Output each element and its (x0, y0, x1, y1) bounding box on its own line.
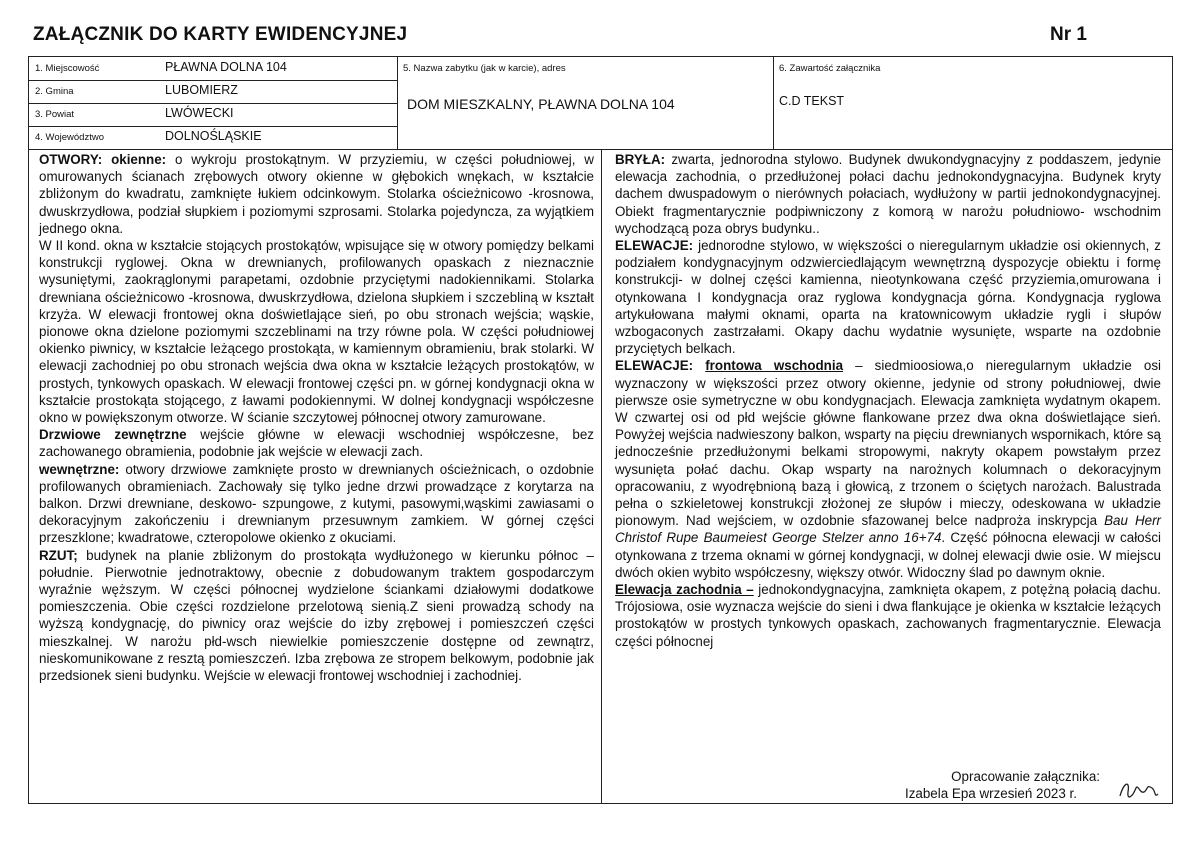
bryla-text: zwarta, jednorodna stylowo. Budynek dwukondygnacyjny z poddaszem, jedynie elewacja zachodnia, o przedłużonej połaci dachu jednokondygnacyjna. Budynek kryty dachem dwuspadowym o nierównych połaciach, wydłużony w partii jednokondygnacyjnej. Obiekt fragmentarycznie podpiwniczony z komorą w narożu południowo- wschodnim wychodzącą poza obrys budynku.. (615, 152, 1161, 236)
elewacja-frontowa-paragraph (615, 357, 1161, 581)
otwory-paragraph (39, 151, 594, 237)
rzut-paragraph (39, 547, 594, 685)
page-title: ZAŁĄCZNIK DO KARTY EWIDENCYJNEJ (33, 24, 408, 45)
elewacja-zachodnia-paragraph (615, 581, 1161, 650)
zachodnia-text: jednokondygnacyjna, zamknięta okapem, z potężną połacią dachu. Trójosiowa, osie wyznacza wejście do sieni i dwa flankujące je okienka w kształcie leżących prostokątów w prostych tynkowych opaskach, zachowanych fragmentarycznie. Elewacja części północnej (615, 582, 1161, 649)
miejscowosc-value: PŁAWNA DOLNA 104 (165, 60, 287, 74)
attachment-number: Nr 1 (1050, 24, 1087, 45)
zachodnia-heading: Elewacja zachodnia – (615, 582, 754, 598)
header-divider (397, 57, 398, 149)
frontowa-heading: frontowa wschodnia (705, 358, 844, 374)
wewnetrzne-paragraph (39, 461, 594, 547)
powiat-label: 3. Powiat (35, 109, 75, 120)
wewnetrzne-text: otwory drzwiowe zamknięte prosto w drewnianych ościeżnicach, o ozdobnie profilowanych obramieniach. Zachowały się tylko jedne drzwi prowadzące z korytarza na balkon. Drzwi drewniane, deskowo- szpungowe, z kutymi, pasowymi,wąskimi zawiasami o dekoracyjnym zakończeniu i drewnianym przesuwnym zamkiem. W górnej części przeszklone; kwadratowe, czteropolowe okienko z okuciami. (39, 461, 594, 546)
nazwa-value: DOM MIESZKALNY, PŁAWNA DOLNA 104 (407, 96, 675, 112)
otwory-heading: OTWORY: (39, 152, 103, 167)
powiat-value: LWÓWECKI (165, 106, 234, 120)
zawartosc-label: 6. Zawartość załącznika (779, 63, 881, 74)
prepared-by-label: Opracowanie załącznika: (951, 769, 1100, 784)
signature-scribble (1118, 778, 1160, 804)
header-divider (773, 57, 774, 149)
frontowa-text: – siedmioosiowa,o nieregularnym układzie osi wyznaczony w większości przez otwory okienne, jedynie od strony południowej, dwie pierwsze osie symetryczne w obu kondygnacjach. Elewacja zamknięta wydatnym okapem. W czwartej osi od płd wejście główne flankowane przez dwa okna doświetlające sień. Powyżej wejścia nadwieszony balkon, wsparty na pięciu drewnianych wspornikach, które są jednocześnie przedłużonymi belkami stropowymi, nakryty okapem powstałym przez wysunięta połać dachu. Okap wsparty na narożnych kolumnach o dekoracyjnym opracowaniu, z wyodrębnioną bazą i głowicą, z trzonem o ściętych narożach. Balustrada pełna o szkieletowej konstrukcji złożonej ze słupów i mieczy, odeskowana w układzie pionowym. Nad wejściem, w ozdobnie sfazowanej belce nadproża inskrypcja (615, 358, 1161, 529)
zawartosc-value: C.D TEKST (779, 94, 845, 108)
bryla-heading: BRYŁA: (615, 152, 666, 167)
rzut-text: budynek na planie zbliżonym do prostokąta wydłużonego w kierunku północ – południe. Pierwotnie jednotraktowy, obecnie z dobudowanym traktem gospodarczym wyraźnie węższym. W części północnej wydzielone ściankami działowymi dodatkowe pomieszczenia. Obie części rozdzielone przelotową sienią.Z sieni prowadzą schody na wyższą kondygnację, do piwnicy oraz wejście do izby zrębowej i pomieszczeń części mieszkalnej. W narożu płd-wsch niewielkie pomieszczenie dostępne od zewnątrz, nieskomunikowane z resztą pomieszczeń. Izba zrębowa ze stropem belkowym, podobnie jak przedsionek sieni budynku. Wejście w elewacji frontowej wschodniej i zachodniej. (39, 547, 594, 684)
bryla-paragraph (615, 151, 1161, 237)
inscription: Bau Herr Christof Rupe Baumeiest George Stelzer anno 16+74 (615, 513, 1161, 546)
wojewodztwo-value: DOLNOŚLĄSKIE (165, 129, 262, 143)
wewnetrzne-heading: wewnętrzne: (39, 461, 120, 477)
elewacje-paragraph (615, 237, 1161, 357)
left-column (39, 151, 594, 684)
right-column (615, 151, 1161, 650)
elewacje-heading-2: ELEWACJE: (615, 358, 694, 374)
header-table (28, 56, 1173, 150)
header-row-divider (29, 80, 397, 81)
header-row-divider (29, 126, 397, 127)
gmina-value: LUBOMIERZ (165, 83, 238, 97)
column-divider (601, 150, 602, 803)
author-and-date: Izabela Epa wrzesień 2023 r. (905, 786, 1077, 801)
okna-paragraph: W II kond. okna w kształcie stojących prostokątów, wpisujące się w otwory pomiędzy belkami konstrukcji ryglowej. Okna w drewnianych, profilowanych opaskach z nieznacznie wysuniętymi, zaokrąglonymi parapetami, ozdobnie przyciętymi nadokiennikami. Stolarka drewniana ościeżnicowo -krosnowa, dwuskrzydłowa, dzielona słupkiem i szczebliną w kształt krzyża. W elewacji frontowej okna doświetlające sień, po obu stronach wejścia; wąskie, pionowe okna dzielone poziomymi szczeblinami na trzy równe pola. W części południowej okienko piwnicy, w kształcie leżącego prostokąta, w kamiennym obramieniu, brak stolarki. W elewacji zachodniej po obu stronach wejścia dwa okna w kształcie leżących prostokątów, w prostych, tynkowych opaskach. W elewacji frontowej części pn. w górnej kondygnacji okna w kształcie prostokąta stojącego, z ławami podokiennymi. W dolnej kondygnacji współczesne okno w powiększonym otworze. W ścianie szczytowej północnej otwory zamurowane. (39, 238, 594, 426)
drzwiowe-text: wejście główne w elewacji wschodniej współczesne, bez zachowanego obramienia, podobnie jak wejście w elewacji zach. (39, 427, 595, 460)
otwory-text: o wykroju prostokątnym. W przyziemiu, w części południowej, w omurowanych ścianach zrębowych otwory okienne w głębokich wnękach, w kształcie zbliżonym do kwadratu, zamknięte łukiem odcinkowym. Stolarka ościeżnicowo -krosnowa, dwuskrzydłowa, podział słupkiem i poziomymi szprosami. Stolarka pojedyncza, za wyjątkiem jednego okna. (39, 152, 594, 236)
elewacje-text: jednorodne stylowo, w większości o nieregularnym układzie osi okiennych, z podziałem kondygnacyjnym odzwierciedlającym wewnętrzną dyspozycje obiektu i formę konstrukcji- w dolnej części kamienna, nieotynkowana część przyziemia,omurowana i otynkowana I kondygnacja oraz ryglowa kondygnacja górna. Kondygnacja ryglowa artykułowana małymi oknami, oparta na kratownicowym układzie rygli i słupów wzbogaconych zastrzałami. Okapy dachu wydatnie wysunięte, wsparte na ozdobnie przyciętych belkach. (615, 238, 1161, 357)
rzut-heading: RZUT; (39, 547, 78, 563)
drzwiowe-heading: Drzwiowe zewnętrzne (39, 427, 187, 443)
elewacje-heading: ELEWACJE: (615, 238, 694, 254)
okienne-heading: okienne: (111, 152, 167, 167)
drzwiowe-paragraph (39, 426, 594, 460)
gmina-label: 2. Gmina (35, 86, 74, 97)
header-row-divider (29, 103, 397, 104)
frontowa-text-2: . Część północna elewacji w całości otynkowana z trzema oknami w górnej kondygnacji, w dolnej elewacji dwie osie. W miejscu dwóch okien wybito współczesny, większy otwór. Widoczny ślad po dawnym oknie. (615, 530, 1161, 580)
miejscowosc-label: 1. Miejscowość (35, 63, 100, 74)
wojewodztwo-label: 4. Województwo (35, 132, 104, 143)
nazwa-label: 5. Nazwa zabytku (jak w karcie), adres (403, 63, 566, 74)
